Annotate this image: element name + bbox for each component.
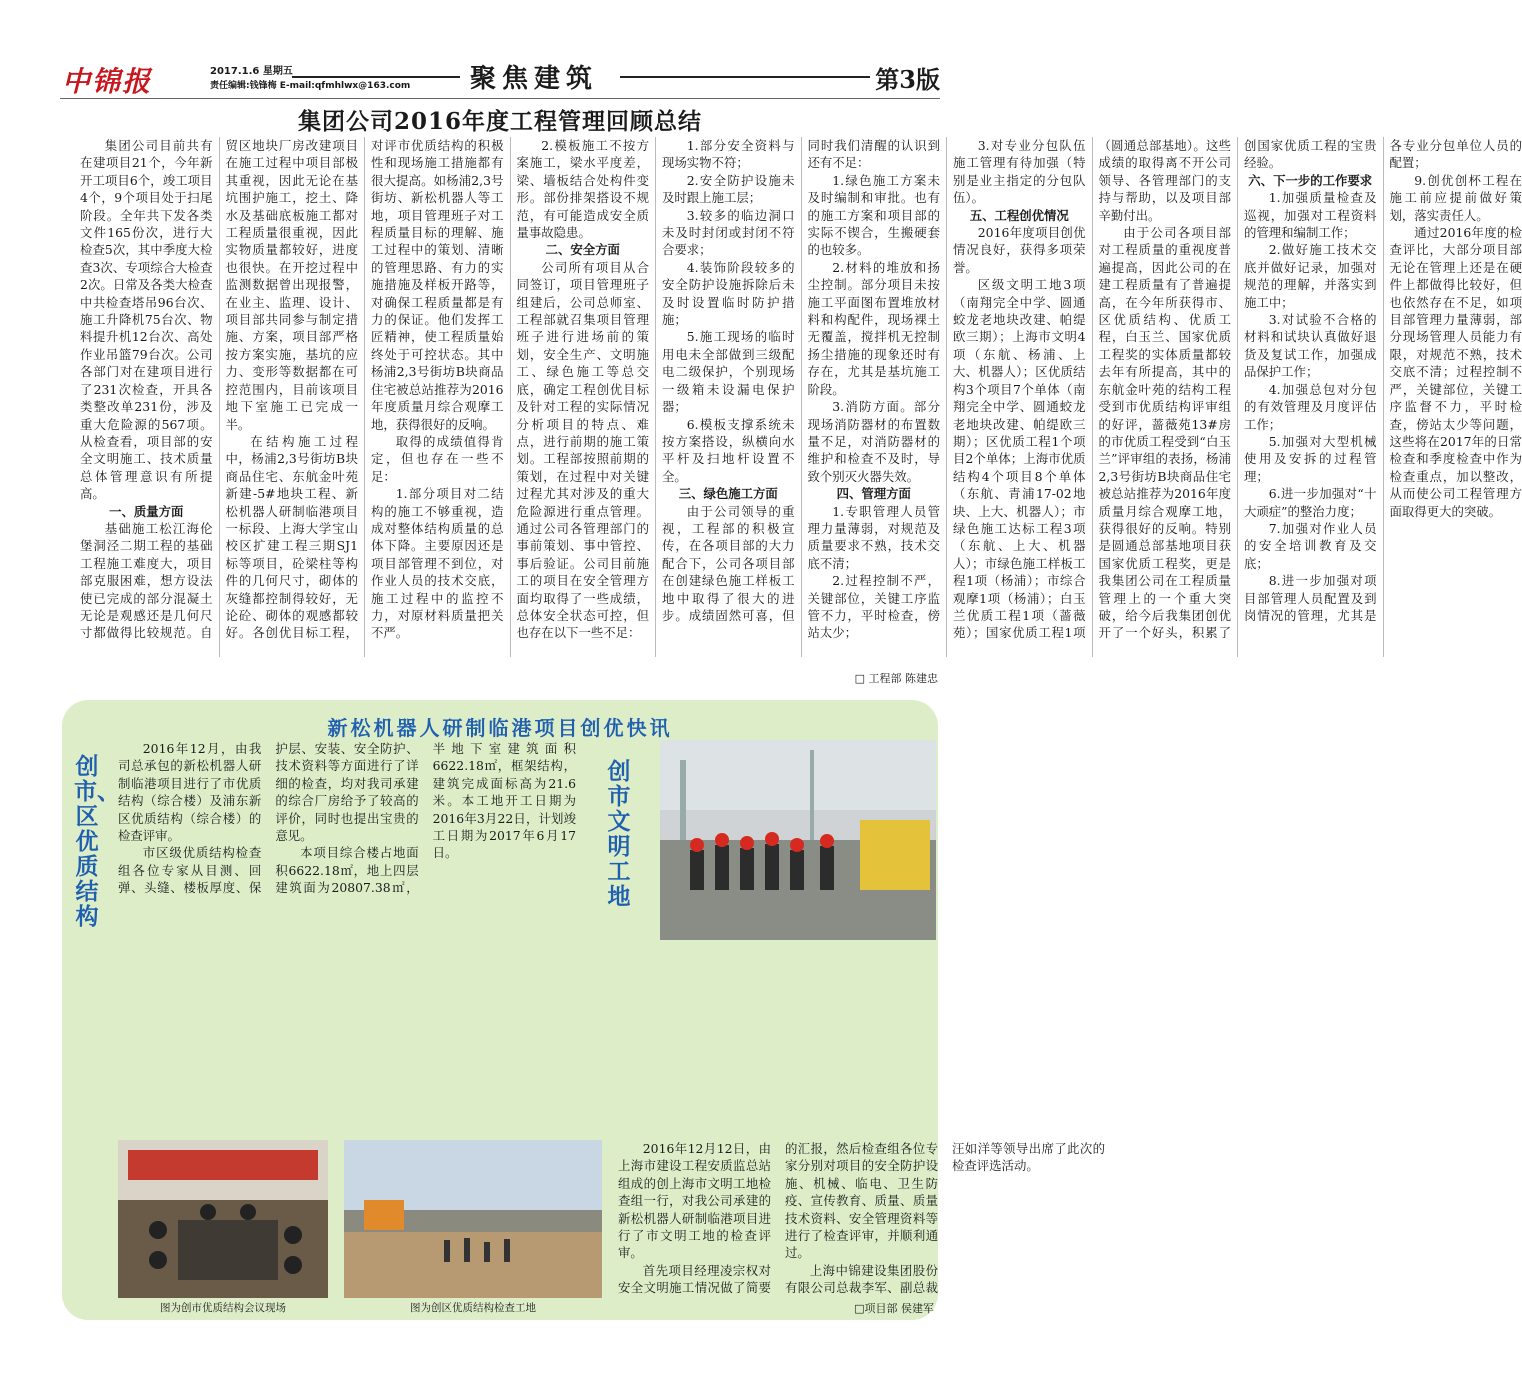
article-paragraph: 1.加强质量检查及巡视，加强对工程资料的管理和编制工作；	[1244, 190, 1377, 241]
feature-paragraph: 市区级优质结构检查组各位专家从目测、回弹、头缝、楼板厚度、保护层、安装、安全防护、技术资料等方面进行了详细的检查，均对我司承建的综合厂房给予了较高的评价，同时也提出宝贵的意见。	[118, 741, 419, 896]
article-paragraph: 集团公司目前共有在建项目21个，今年新开工项目6个，竣工项目4个，9个项目处于扫尾阶段。全年共下发各类文件165份次，进行大检查5次，其中季度大检查3次、专项综合大检查2次。日常及各类大检查中共检查塔吊96台次、施工升降机75台次、物料提升机12台次、高处作业吊篮79台次。公司各部门对在建项目进行了231次检查，开具各类整改单231份，涉及重大危险源的567项。从检查看，项目部的安全文明施工、技术质量总体管理意识有所提高。	[80, 138, 213, 502]
caption-construction: 图为创区优质结构检查工地	[410, 1302, 536, 1314]
article-section-heading: 一、质量方面	[109, 503, 184, 519]
article-paragraph: 6.进一步加强对“十大顽症”的整治力度；	[1244, 486, 1377, 519]
article-byline: □ 工程部 陈建忠	[854, 672, 938, 685]
article-paragraph: 2.过程控制不严，关键部位，关键工序监管不力，平时检查，傍站太少；	[807, 573, 940, 641]
article-paragraph: 2.材料的堆放和扬尘控制。部分项目未按施工平面图布置堆放材料和构配件，现场裸土无覆盖，搅拌机无控制扬尘措施的现象还时有存在，尤其是基坑施工阶段。	[807, 259, 940, 397]
section-name: 聚焦建筑	[470, 64, 599, 94]
article-paragraph: 通过2016年度的检查评比，大部分项目部无论在管理上还是在硬件上都做得比较好，但也依然存在不足，如项目部管理力量薄弱，部分现场管理人员能力有限，对规范不熟，技术交底不清；过程控制不严，关键部位，关键工序监督不力，平时检查，傍站太少等问题，这些将在2017年的日常检查和季度检查中作为检查重点，加以整改，从而使公司工程管理方面取得更大的突破。	[1389, 225, 1522, 519]
masthead-rule-left	[292, 76, 460, 78]
article-paragraph: 公司所有项目从合同签订，项目管理班子组建后，公司总师室、工程部就召集项目管理班子进行进场前的策划，安全生产、文明施工、绿色施工等总交底，确定工程创优目标及针对工程的实际情况分析项目的特点、难点，进行前期的施工策划。工程部按照前期的策划，在过程中对关键过程尤其对涉及的重大危险源进行重点管理。通过公司各管理部门的事前策划、事中管控、事后验证。公司目前施工的项目在安全管理方面均取得了一些成绩，总体安全状态可控，但也存在以下一些不足：	[516, 259, 649, 641]
article-paragraph: 4.装饰阶段较多的安全防护设施拆除后未及时设置临时防护措施；	[662, 259, 795, 328]
header-divider	[60, 98, 940, 99]
article-paragraph: 2.安全防护设施未及时跟上施工层；	[662, 172, 795, 206]
paper-name: 中锦报	[62, 65, 153, 98]
caption-meeting: 图为创市优质结构会议现场	[160, 1302, 286, 1314]
article-paragraph: 8.进一步加强对项目部管理人员配置及到岗情况的管理，尤其是各专业分包单位人员的配置；	[1244, 138, 1522, 623]
feature-left-body	[118, 740, 576, 940]
article-paragraph: 6.模板支撑系统未按方案搭设，纵横向水平杆及扫地杆设置不全。	[662, 416, 795, 484]
photo-inspection-site	[660, 740, 936, 940]
page-number: 第3版	[875, 65, 940, 94]
article-headline: 集团公司2016年度工程管理回顾总结	[297, 108, 702, 135]
feature-paragraph: 2016年12月，由我司总承包的新松机器人研制临港项目进行了市优质结构（综合楼）及浦东新区优质结构（综合楼）的检查评审。	[118, 741, 262, 844]
masthead-rule-right	[620, 76, 870, 78]
article-paragraph: 2016年度项目创优情况良好，获得多项荣誉。	[953, 225, 1086, 275]
article-paragraph: 由于公司各项目部对工程质量的重视度普遍提高，因此公司的在建工程质量有了普遍提高，在今年所获得市、区优质结构、优质工程，白玉兰、国家优质工程奖的实体质量都较去年有所提高，其中的东航金叶苑的结构工程受到市优质结构评审组的好评，蔷薇苑13#房的市优质工程受到“白玉兰”评审组的表扬，杨浦2,3号街坊B块商品住宅被总站推荐为2016年度质量月综合观摩工地，获得很好的反响。特别是圆通总部基地项目获国家优质工程奖，更是我集团公司在工程质量管理上的一个重大突破，给今后我集团创优开了一个好头，积累了创国家优质工程的宝贵经验。	[1098, 138, 1377, 641]
article-section-heading: 六、下一步的工作要求	[1248, 172, 1373, 188]
photo-meeting-room	[118, 1140, 328, 1298]
article-paragraph: 1.绿色施工方案未及时编制和审批。也有的施工方案和项目部的实际不锲合，生搬硬套的也较多。	[807, 172, 940, 258]
editor-line: 责任编辑:钱锋梅 E-mail:qfmhlwx@163.com	[210, 81, 411, 91]
article-paragraph: 5.加强对大型机械使用及安拆的过程管理；	[1244, 433, 1377, 484]
article-paragraph: 3.较多的临边洞口未及时封闭或封闭不符合要求；	[662, 207, 795, 258]
article-section-heading: 四、管理方面	[836, 486, 911, 502]
photo-construction-site	[344, 1140, 602, 1298]
feature-byline: □项目部 侯建军	[854, 1302, 934, 1315]
article-paragraph: 3.消防方面。部分现场消防器材的布置数量不足，对消防器材的维护和检查不及时，导致个别灭火器失效。	[807, 399, 940, 484]
article-paragraph: 3.对专业分包队伍施工管理有待加强（特别是业主指定的分包队伍）。	[953, 138, 1086, 206]
article-paragraph: 在结构施工过程中，杨浦2,3号街坊B块商品住宅、东航金叶苑新建-5#地块工程、新松机器人研制临港项目一标段、上海大学宝山校区扩建工程三期SJ1标等项目，砼梁柱等构件的几何尺寸，砌体的灰缝都控制得较好，无论砼、砌体的观感都较好。各创优目标工程，对评市优质结构的积极性和现场施工措施都有很大提高。如杨浦2,3号街坊、新松机器人等工地，项目管理班子对工程质量目标的理解、施工过程中的策划、清晰的管理思路、有力的实施措施及样板开路等，对确保工程质量都是有力的保证。他们发挥工匠精神，使工程质量始终处于可控状态。其中杨浦2,3号街坊B块商品住宅被总站推荐为2016年度质量月综合观摩工地，获得很好的反响。	[225, 138, 504, 641]
feature-paragraph: 上海中锦建设集团股份有限公司总裁李军、副总裁汪如洋等领导出席了此次的检查评选活动。	[785, 1141, 1105, 1296]
feature-right-body	[618, 1140, 1105, 1305]
article-section-heading: 五、工程创优情况	[969, 207, 1069, 223]
article-paragraph: 区级文明工地3项（南翔完全中学、圆通蛟龙老地块改建、帕缇欧三期）；上海市文明4项（东航、杨浦、上大、机器人）；区优质结构3个项目7个单体（南翔完全中学、圆通蛟龙老地块改建、帕缇欧三期）；区优质工程1个项目2个单体；上海市优质结构4个项目8个单体（东航、青浦17-02地块、上大、机器人）；市绿色施工达标工程3项（东航、上大、机器人）；市绿色施工样板工程1项（杨浦）；市综合观摩1项（杨浦）；白玉兰优质工程1项（蔷薇苑）；国家优质工程1项（圆通总部基地）。这些成绩的取得离不开公司领导、各管理部门的支持与帮助，以及项目部辛勤付出。	[953, 138, 1231, 641]
article-section-heading: 二、安全方面	[545, 242, 620, 258]
article-paragraph: 由于公司领导的重视，工程部的积极宣传，在各项目部的大力配合下，公司各项目部在创建绿色施工样板工地中取得了很大的进步。成绩固然可喜，但同时我们清醒的认识到还有不足：	[662, 138, 940, 623]
feature-paragraph: 本项目综合楼占地面积6622.18㎡，地上四层建筑面为20807.38㎡，半地下室建筑面积6622.18㎡，框架结构，建筑完成面标高为21.6米。本工地开工日期为2016年3月22日，计划竣工日期为2017年6月17日。	[275, 741, 576, 896]
masthead	[60, 60, 940, 96]
feature-title: 新松机器人研制临港项目创优快讯	[327, 716, 673, 740]
feature-paragraph: 首先项目经理凌宗权对安全文明施工情况做了简要的汇报，然后检查组各位专家分别对项目的安全防护设施、机械、临电、卫生防疫、宣传教育、质量、质量技术资料、安全管理资料等进行了检查评审，并顺利通过。	[618, 1141, 938, 1296]
article-body	[80, 137, 1522, 657]
article-paragraph: 2.做好施工技术交底并做好记录，加强对规范的理解，并落实到施工中；	[1244, 242, 1377, 310]
article-paragraph: 1.部分项目对二结构的施工不够重视，造成对整体结构质量的总体下降。主要原因还是项目部管理不到位，对作业人员的技术交底，施工过程中的监控不力，对原材料质量把关不严。	[371, 486, 504, 641]
article-section-heading: 三、绿色施工方面	[678, 486, 778, 502]
feature-paragraph: 2016年12月12日，由上海市建设工程安质监总站组成的创上海市文明工地检查组一行，对我公司承建的新松机器人研制临港项目进行了市文明工地的检查评审。	[618, 1141, 771, 1261]
article-paragraph: 5.施工现场的临时用电未全部做到三级配电二级保护，个别现场一级箱未设漏电保护器；	[662, 329, 795, 415]
article-paragraph: 7.加强对作业人员的安全培训教育及交底；	[1244, 520, 1377, 571]
article-paragraph: 1.部分安全资料与现场实物不符；	[662, 138, 795, 171]
feature-left-vertical-title: 创市、区优质结构	[74, 754, 120, 930]
article-paragraph: 9.创优创杯工程在施工前应提前做好策划，落实责任人。	[1389, 172, 1522, 223]
feature-right-vertical-title: 创市文明工地	[607, 759, 631, 910]
article-paragraph: 基础施工松江海伦堡洞泾二期工程的基础工程施工难度大，项目部克服困难，想方设法使已完成的部分混凝土无论是观感还是几何尺寸都做得比较规范。自贸区地块厂房改建项目在施工过程中项目部极其重视，因此无论在基坑围护施工，挖土、降水及基础底板施工都对工程质量很重视，因此实物质量都较好，进度也很快。在开挖过程中监测数据曾出现报警，在业主、监理、设计、项目部共同参与制定措施、方案，项目部严格按方案实施，基坑的应力、变形等数据都在可控范围内，目前该项目地下室施工已完成一半。	[80, 138, 358, 641]
article-paragraph: 1.专职管理人员管理力量薄弱，对规范及质量要求不熟，技术交底不清；	[807, 503, 940, 571]
article-paragraph: 取得的成绩值得肯定，但也存在一些不足：	[371, 433, 504, 484]
article-paragraph: 3.对试验不合格的材料和试块认真做好退货及复试工作，加强成品保护工作；	[1244, 312, 1377, 380]
issue-date: 2017.1.6 星期五	[210, 66, 293, 77]
article-paragraph: 2.模板施工不按方案施工，梁水平度差，梁、墙板结合处构件变形。部份排架搭设不规范，有可能造成安全质量事故隐患。	[516, 138, 649, 241]
article-paragraph: 4.加强总包对分包的有效管理及月度评估工作；	[1244, 381, 1377, 432]
